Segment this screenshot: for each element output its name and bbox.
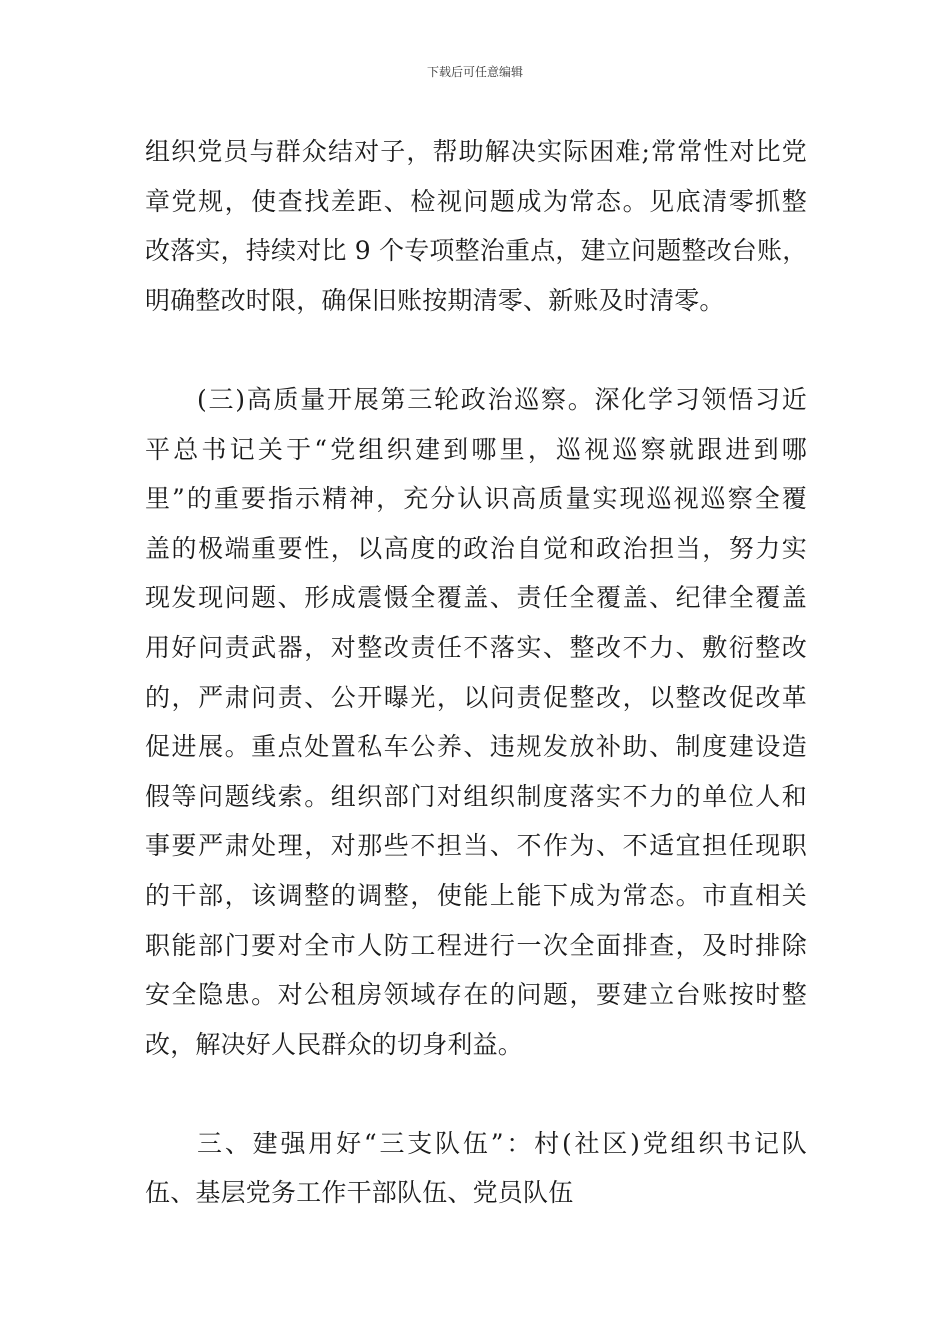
document-body [145,127,807,1218]
paragraph-gap [145,325,807,375]
text-line: 改落实，持续对比 9 个专项整治重点，建立问题整改台账， [145,236,808,266]
text-line: 三、建强用好“三支队伍”：村(社区)党组织书记队 [197,1128,807,1158]
text-line: 里”的重要指示精神，充分认识高质量实现巡视巡察全覆 [145,484,807,514]
text-line: 明确整改时限，确保旧账按期清零、新账及时清零。 [145,285,725,315]
paragraph-rectification [145,127,807,325]
text-line: 假等问题线索。组织部门对组织制度落实不力的单位人和 [145,781,807,811]
text-line: 组织党员与群众结对子，帮助解决实际困难;常常性对比党 [145,137,807,166]
text-line: 安全隐患。对公租房领域存在的问题，要建立台账按时整 [145,980,807,1010]
text-line: 平总书记关于“党组织建到哪里，巡视巡察就跟进到哪 [145,434,807,464]
page-header: 下载后可任意编辑 [426,65,523,79]
text-line: 现发现问题、形成震慑全覆盖、责任全覆盖、纪律全覆盖 [145,583,807,613]
text-line: 的，严肃问责、公开曝光，以问责促整改，以整改促改革 [145,682,807,712]
paragraph-gap [145,1069,807,1119]
text-line: 伍、基层党务工作干部队伍、党员队伍 [145,1178,574,1208]
text-line: 事要严肃处理，对那些不担当、不作为、不适宜担任现职 [145,831,807,861]
section-heading-three-teams [145,1119,807,1218]
text-line: 盖的极端重要性，以高度的政治自觉和政治担当，努力实 [145,533,807,563]
text-line: 章党规，使查找差距、检视问题成为常态。见底清零抓整 [145,186,807,216]
text-line: 的干部，该调整的调整，使能上能下成为常态。市直相关 [145,880,807,910]
text-line: 职能部门要对全市人防工程进行一次全面排查，及时排除 [145,930,807,960]
paragraph-political-inspection [145,375,807,1069]
text-line: (三)高质量开展第三轮政治巡察。深化学习领悟习近 [197,384,807,414]
text-line: 改，解决好人民群众的切身利益。 [145,1029,524,1059]
text-line: 用好问责武器，对整改责任不落实、整改不力、敷衍整改 [145,632,807,662]
text-line: 促进展。重点处置私车公养、违规发放补助、制度建设造 [145,732,807,762]
